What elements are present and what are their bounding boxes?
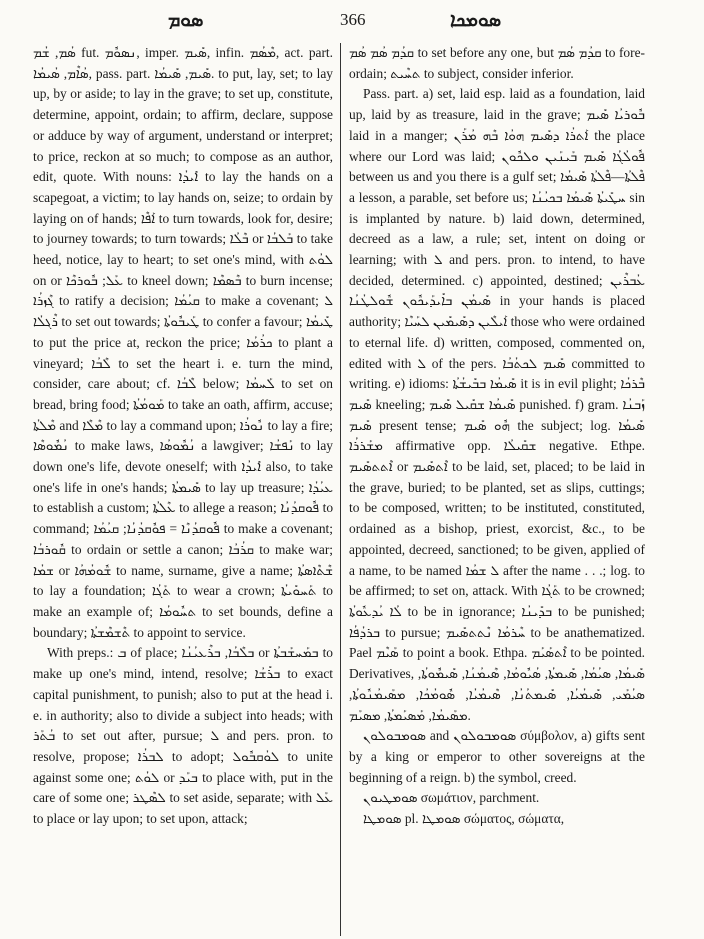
entry-paragraph: ܣܘܡܛܐ pl. ܣܘܡܛܐ σώματος, σώματα,: [363, 811, 565, 827]
entry-paragraph: ܣܘܡܛܝܘܢ σωμάτιον, parchment.: [363, 790, 540, 806]
entry-paragraph: ܩܕܳܡ ܣܳܡ ܣܳܡ to set before any one, but ܩܕܳܡ ܣܳܡ to fore-ordain; ܬܚܶܝܬ to subject, consider inferior.: [349, 45, 645, 81]
right-headword: ܣܘܡܟܐ: [450, 10, 502, 31]
column-divider: [340, 43, 341, 936]
running-header: [0, 10, 704, 38]
left-headword: ܣܘܡ: [168, 10, 204, 31]
entry-paragraph: Pass. part. a) set, laid esp. laid as a foundation, laid up, laid by as treasure, laid in the grave; ܒܽܘܪܝܳܐ ܣܺܝܡ laid in a manger; ܐܰܬܪܳܐ ܕܣܺܝܡ ܗܘܳܐ ܒܶܗ ܡܳܪܰܢ the place where our Lord was laid; ܦܽܘܠܳܓܳܐ ܣܺܝܡ ܒܰܝܢܰܝܢ ܘܠܟܽܘܢ between us and you there is a gulf set; ܦܶܠܬܳܐ—ܦܶܠܬܳܐ ܣܺܝܡܳܐ a lesson, a parable, set before us; ܚܛܺܝܬܳܐ ܣܺܝܡܳܐ ܒܟܝܳܢܳܐ sin is implanted by nature. b) laid down, determined, decreed as a law, a rule; set, intent on doing or learning; with ܠ and pers. pron. to intend, to have decided, determined. c) appointed, destined; ܥܳܒܪܶܝܢ ܣܺܝܡܳܢ ܒܐܺܝܕܰܝܟܽܘܢ ܫܽܘܠܛܳܢܳܐ in your hands is placed authority; ܐܰܝܠܶܝܢ ܕܣܺܝܡܺܝܢ ܠܚܰܝܶܐ those who were ordained to eternal life. d) written, composed, commented on, edited with ܠ of the pers. ܣܺܝܡ ܠܟܬܳܒܳܐ committed to writing. e) idioms: ܣܺܝܡܳܐ ܒܒܺܝܫܳܬܳܐ it is in evil plight; ܒܶܪܟܳܐ ܣܺܝܡ kneeling; ܣܺܝܡܳܐ ܫܩܺܝܠ ܣܺܝܡ punished. f) gram. ܙܰܒܢܳܐ ܣܺܝܡ present tense; ܗܽܘ ܣܺܝܡ the subject; log. ܣܺܝܡܳܐ ܡܫܰܪܪܳܐ affirmative opp. ܫܩܺܝܠܳܐ negative. Ethpe. ܐܶܬܬܣܺܝܡ or ܐܶܬܣܺܝܡ to be laid, set, placed; to be laid in the grave, buried; to be planted, set as slips, cuttings; to be composed, written; to be instituted, constituted, ordained as a bishop, priest, exorcist, &c., to be appointed, decreed, sanctioned; to be given, applied of a name, to be named ܠ ܫܡܳܐ after the name . . .; log. to be affirmed; to set on, attack. With ܬܰܓܳܐ to be crowned; ܠܳܐ ܝܳܕܥܽܘܬܳܐ to be in ignorance; ܒܕܺܝܢܳܐ to be punished; ܒܪܕܳܦܳܐ to pursue; ܚܶܪܡܳܐ ܢܶܬܬܣܺܝܡ to be anathematized. Pael ܣܰܝܶܡ to point a book. Ethpa. ܐܶܬܣܰܝܰܡ to be pointed. Derivatives, ܣܺܝܡܳܐ, ܣܝܳܡܳܐ, ܣܺܝܡܬܳܐ, ܣܳܝܽܘܡܳܐ, ܣܶܝܡܳܢܳܐ, ܣܺܝܡܽܘܬܳܐ, ܣܝܳܡܰܝ, ܣܺܝܡܳܝܳܐ, ܣܺܝܡܬܳܢܳܐ, ܣܶܝܡܳܝܳܐ, ܣܽܘܡܳܟܳܐ, ܡܣܰܝܡܳܢܽܘܬܳܐ, ܡܣܰܝܡܳܐ, ܡܰܣܝܰܡܬܳܐ, ܡܣܝܰܡ.: [349, 86, 646, 723]
entry-paragraph: With preps.: ܒ of place; ܒܠܶܒܳܐ, ܒܪܶܥܝܳܢܳܐ or ܒܡܰܚܫܰܒܬܳܐ to make up one's mind, intend, resolve; ܒܪܺܫܳܐ to exact capital punishment, to punish; also to put at the head i. e. in authority; also to divide a subject into heads; with ܒܳܬܰܪ to set out after, pursue; ܠ and pers. pron. to resolve, propose; ܠܒܪܳܐ to adopt; ܠܘܳܩܒܽܘܠ to unite against some one; ܠܘܳܬ or ܒܝܰܕ to place with, put in the care of some one; ܠܣܶܛܪ to set aside, separate; with ܥܰܠ to place or lay upon; to set upon, attack;: [33, 645, 334, 827]
entry-paragraph: ܣܳܡ, ܫܳܡ fut. ܢܣܘܽܡ, imper. ܣܺܝܡ, infin. ܡܶܣܳܡ, act. part. ܣܳܐܶܡ, ܣܳܝܡܳܐ, pass. part. ܣܺܝܡ, ܣܺܝܡܳܐ. to put, lay, set; to lay up, by or aside; to lay in the grave; to set up, constitute, determine, appoint, ordain; to affirm, declare, suppose or adduce by way of argument, understand or interpret; to price, reckon at so much; to compose as an author, edit, quote. With nouns: ܐܺܝܕܳܐ to lay the hands on a scapegoat, a victim; to lay hands on, seize; to ordain by laying on of hands; ܐܰܦܶܐ to turn towards, look for, desire; to journey towards; to turn towards; ܒܶܠܳܐ or ܒܰܠܒܳܐ to take heed, notice, lay to heart; to set one's mind, with ܠܘܳܬ on or ܥܰܠ; ܒܽܘܪܟܶܐ to kneel down; ܒܶܣܡܶܐ to burn incense; ܓܶܙܪܳܐ to ratify a decision; ܩܝܳܡܳܐ to make a covenant; ܠ ܪܶܓܠܳܐ to set out towards; ܛܰܝܒܽܘܬܳܐ to confer a favour; ܛܺܝܡܳܐ to put the price at, reckon the price; ܟܪܳܡܳܐ to plant a vineyard; ܠܶܒܳܐ to set the heart i. e. turn the mind, consider, care about; cf. ܠܶܒܳܐ below; ܠܰܚܡܳܐ to set on bread, bring food; ܡܰܘܡܳܬܳܐ to take an oath, affirm, accuse; ܡܶܠܬܳܐ and ܡܶܠܶܐ to lay a command upon; ܢܽܘܪܳܐ to lay a fire; ܢܳܡܽܘܣܶܐ to make laws, ܢܳܡܽܘܣܳܐ a lawgiver; ܢܰܦܫܳܐ to lay down one's life, devote oneself; with ܐܺܝܕܳܐ also, to take one's life in one's hands; ܣܺܝܡܬܳܐ to lay up treasure; ܥܝܳܕܳܐ to establish a custom; ܥܶܠܬܳܐ to allege a reason; ܦܽܘܩܕܳܢܳܐ to command; ܦܽܘܩܕܳܢܶܐ = ܦܘܽܩܕܳܢܳܐ; ܩܝܳܡܳܐ to make a covenant; ܩܽܘܪܒܳܐ to ordain or settle a canon; ܩܪܳܒܳܐ to make war; ܫܡܳܐ or ܫܽܘܡܳܗܳܐ to name, surname, give a name; ܫܶܬܶܐܣܬܳܐ to lay a foundation; ܬܰܓܳܐ to wear a crown; ܬܰܚܘܺܝܬܳܐ to make an example of; ܬܚܽܘܡܳܐ to set bounds, define a boundary; ܬܶܫܡܶܫܬܳܐ to appoint to service.: [33, 45, 334, 640]
page-number: 366: [340, 10, 366, 29]
entry-paragraph: ܣܘܡܒܘܠܘܢ and ܣܘܡܒܘܠܘܢ σύμβολον, a) gifts sent by a king or emperor to other sovereigns at the beginning of a reign. b) the symbol, creed.: [349, 728, 645, 785]
left-column: [33, 43, 333, 830]
right-column: [349, 43, 645, 830]
